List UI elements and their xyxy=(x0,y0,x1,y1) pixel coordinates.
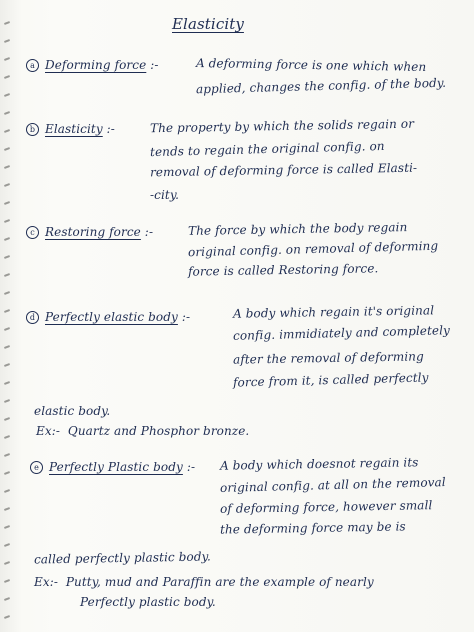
definition-line: The property by which the solids regain or xyxy=(149,116,415,136)
term-label: Elasticity xyxy=(45,122,103,136)
definition-heading-perfectly-elastic-body xyxy=(26,310,190,324)
example-label: Ex:- xyxy=(36,424,61,438)
definition-line: config. immidiately and completely xyxy=(232,323,451,343)
definition-line: -city. xyxy=(150,188,180,202)
item-number: c xyxy=(26,226,39,239)
definition-line: The force by which the body regain xyxy=(187,220,408,238)
example-line xyxy=(34,575,374,589)
example-text: Quartz and Phosphor bronze. xyxy=(67,424,250,438)
page-title: Elasticity xyxy=(172,15,244,33)
definition-heading-deforming-force xyxy=(26,58,159,72)
separator: :- xyxy=(150,58,159,72)
definition-heading-perfectly-plastic-body xyxy=(30,460,195,474)
definition-line: removal of deforming force is called Elasti- xyxy=(149,160,418,180)
item-number: a xyxy=(26,59,39,72)
definition-line: original config. on removal of deforming xyxy=(187,238,439,260)
separator: :- xyxy=(181,310,191,324)
definition-line: of deforming force, however small xyxy=(219,498,433,516)
item-number: b xyxy=(26,123,39,136)
term-label: Perfectly elastic body xyxy=(45,310,178,324)
separator: :- xyxy=(144,225,154,239)
item-number: d xyxy=(26,311,39,324)
separator: :- xyxy=(106,122,115,136)
example-label: Ex:- xyxy=(34,575,59,589)
example-line xyxy=(36,424,249,438)
example-text: Putty, mud and Paraffin are the example of nearly xyxy=(65,575,374,589)
definition-heading-elasticity xyxy=(26,122,115,136)
item-number: e xyxy=(30,461,43,474)
term-label: Perfectly Plastic body xyxy=(49,460,183,474)
definition-heading-restoring-force xyxy=(26,225,153,239)
definition-continuation: elastic body. xyxy=(34,404,111,418)
definition-line: tends to regain the original config. on xyxy=(149,138,385,160)
definition-line: applied, changes the config. of the body. xyxy=(195,75,447,97)
definition-line: A deforming force is one which when xyxy=(195,55,427,75)
term-label: Deforming force xyxy=(45,58,147,72)
example-line-continuation: Perfectly plastic body. xyxy=(80,595,216,609)
definition-line: after the removal of deforming xyxy=(232,349,424,367)
spiral-binding xyxy=(0,0,16,632)
definition-line: force from it, is called perfectly xyxy=(232,370,429,390)
definition-line: A body which regain it's original xyxy=(232,303,435,321)
separator: :- xyxy=(186,460,196,474)
definition-line: original config. at all on the removal xyxy=(219,475,446,495)
term-label: Restoring force xyxy=(45,225,141,239)
definition-line: force is called Restoring force. xyxy=(187,261,379,279)
definition-line: A body which doesnot regain its xyxy=(219,455,419,473)
definition-line: the deforming force may be is xyxy=(219,519,406,537)
definition-continuation: called perfectly plastic body. xyxy=(33,549,211,567)
